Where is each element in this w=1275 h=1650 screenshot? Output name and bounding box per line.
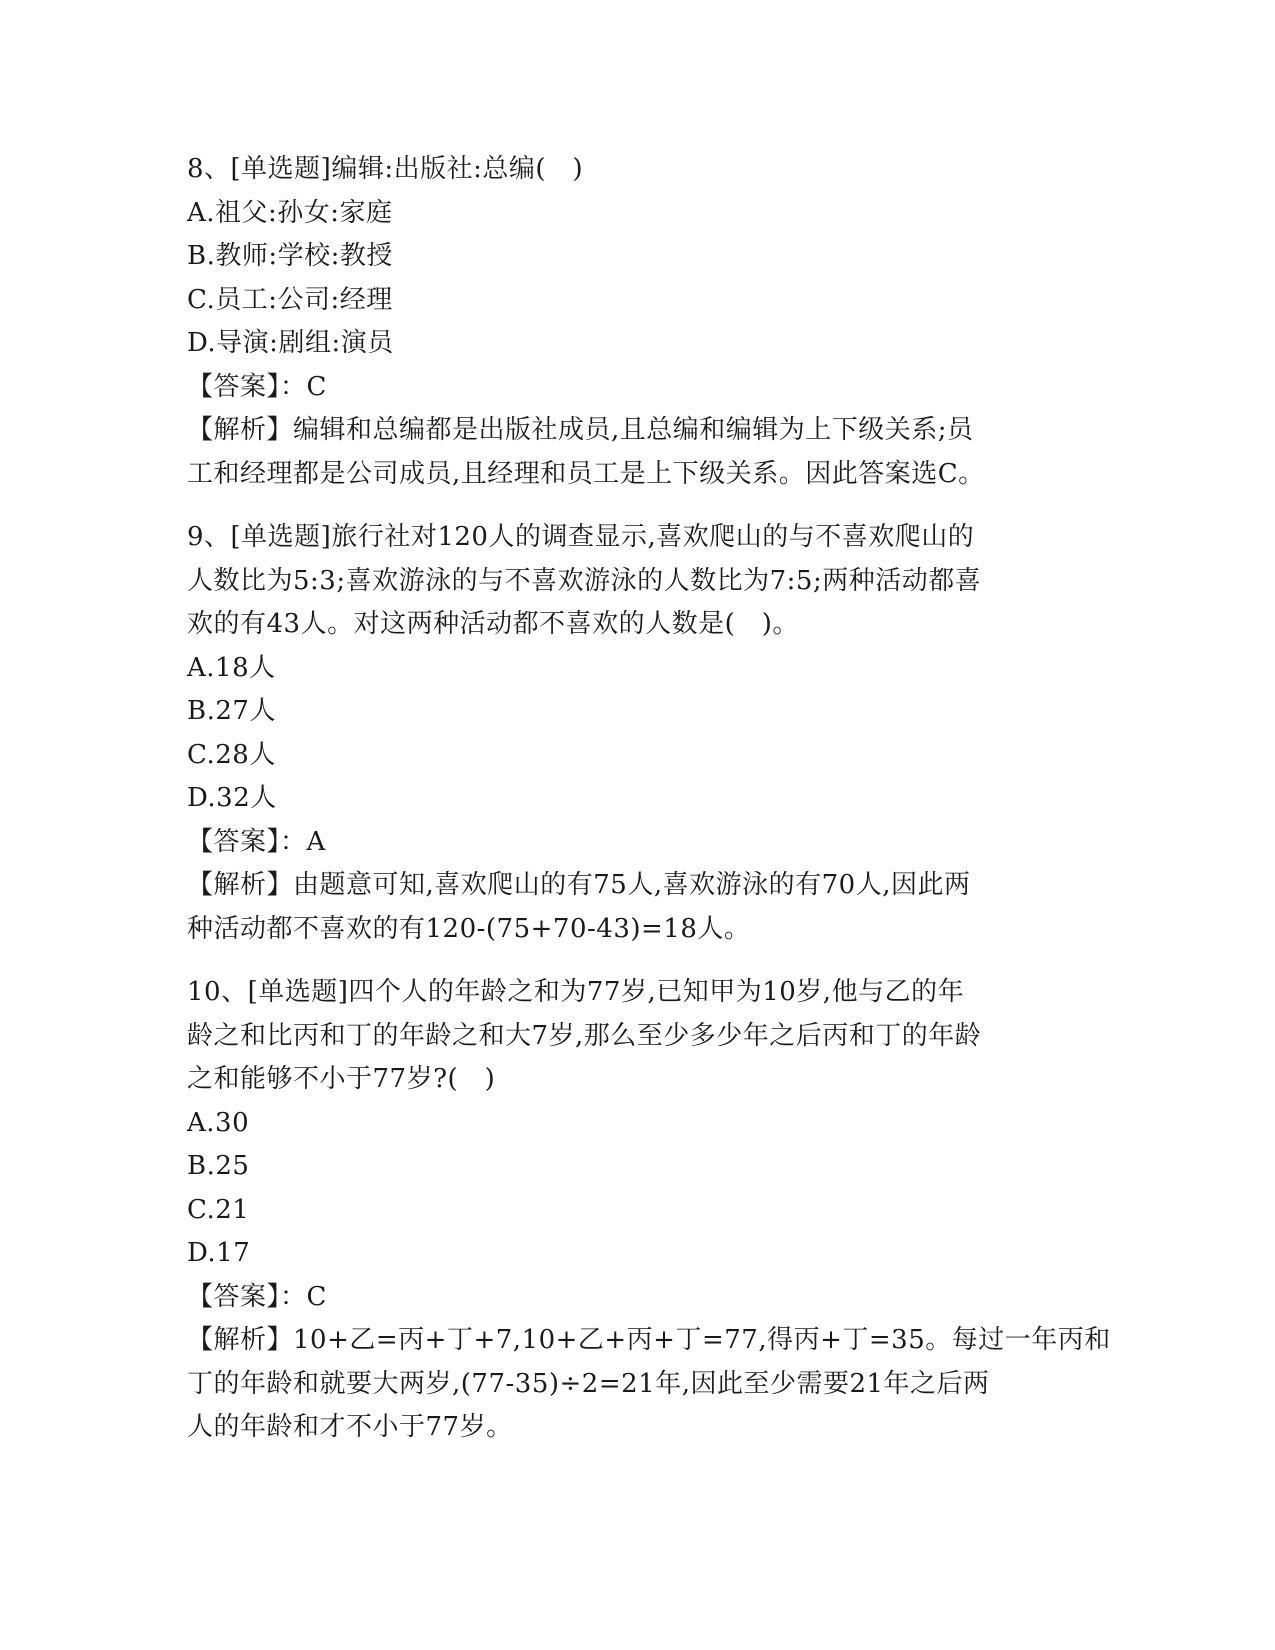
question-stem: 人数比为5:3;喜欢游泳的与不喜欢游泳的人数比为7:5;两种活动都喜 — [187, 565, 982, 596]
question-stem: 之和能够不小于77岁?( ) — [187, 1064, 496, 1094]
option-b: B.教师:学校:教授 — [187, 241, 393, 271]
option-a: A.18人 — [187, 652, 276, 683]
option-b: B.27人 — [187, 696, 276, 726]
question-stem: 欢的有43人。对这两种活动都不喜欢的人数是( )。 — [187, 609, 799, 639]
document-page — [187, 148, 1111, 1450]
option-c: C.员工:公司:经理 — [187, 284, 393, 315]
question-9 — [187, 516, 1087, 951]
question-spacer — [187, 951, 1087, 971]
question-8 — [187, 148, 1087, 496]
option-c: C.28人 — [187, 739, 276, 770]
question-spacer — [187, 496, 1087, 516]
option-d: D.32人 — [187, 783, 277, 813]
analysis-line: 【解析】由题意可知,喜欢爬山的有75人,喜欢游泳的有70人,因此两 — [187, 870, 971, 900]
analysis-line: 【解析】编辑和总编都是出版社成员,且总编和编辑为上下级关系;员 — [187, 415, 974, 445]
analysis-line: 【解析】10+乙=丙+丁+7,10+乙+丙+丁=77,得丙+丁=35。每过一年丙和 — [187, 1325, 1111, 1355]
question-stem: 10、[单选题]四个人的年龄之和为77岁,已知甲为10岁,他与乙的年 — [187, 977, 965, 1007]
question-10 — [187, 971, 1111, 1450]
option-a: A.30 — [187, 1107, 250, 1138]
answer: 【答案】：C — [187, 1281, 327, 1312]
option-b: B.25 — [187, 1151, 250, 1181]
analysis-line: 人的年龄和才不小于77岁。 — [187, 1412, 513, 1442]
analysis-line: 种活动都不喜欢的有120-(75+70-43)=18人。 — [187, 913, 751, 944]
analysis-line: 工和经理都是公司成员,且经理和员工是上下级关系。因此答案选C。 — [187, 458, 985, 489]
question-stem: 8、[单选题]编辑:出版社:总编( ) — [187, 154, 584, 184]
option-d: D.导演:剧组:演员 — [187, 328, 394, 358]
option-c: C.21 — [187, 1194, 250, 1225]
question-stem: 9、[单选题]旅行社对120人的调查显示,喜欢爬山的与不喜欢爬山的 — [187, 522, 975, 552]
answer: 【答案】：C — [187, 371, 327, 402]
analysis-line: 丁的年龄和就要大两岁,(77-35)÷2=21年,因此至少需要21年之后两 — [187, 1368, 990, 1399]
option-d: D.17 — [187, 1238, 251, 1268]
question-stem: 龄之和比丙和丁的年龄之和大7岁,那么至少多少年之后丙和丁的年龄 — [187, 1020, 982, 1051]
option-a: A.祖父:孙女:家庭 — [187, 197, 393, 228]
answer: 【答案】：A — [187, 826, 326, 857]
